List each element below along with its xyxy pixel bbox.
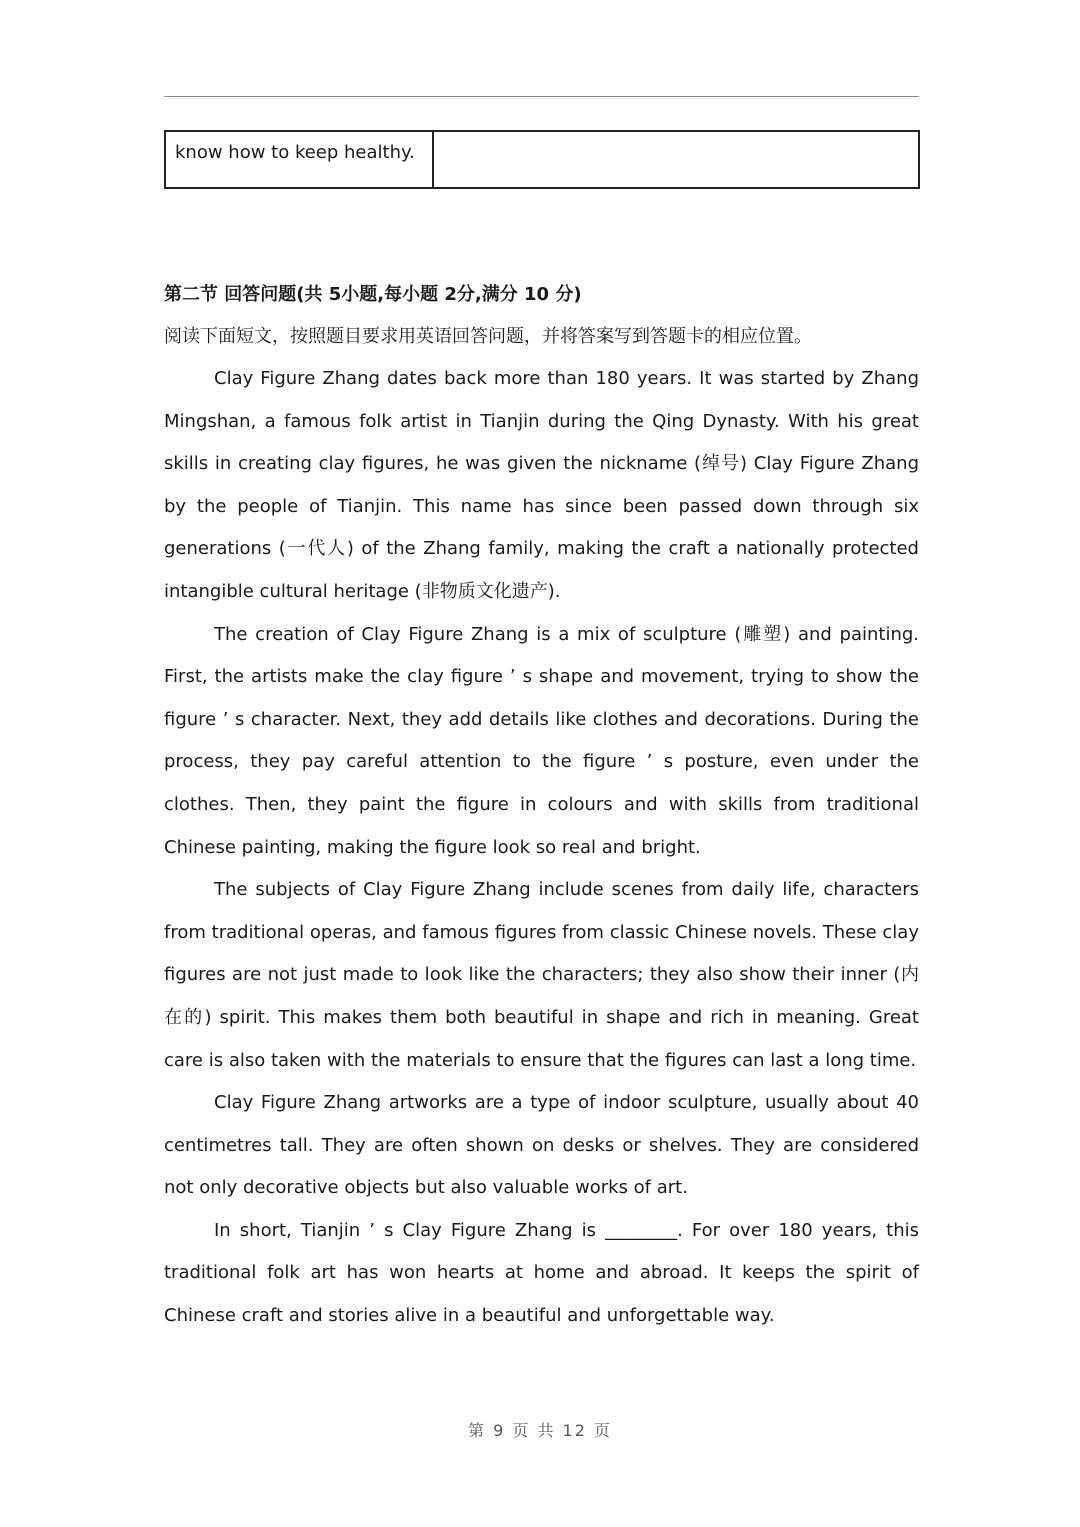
- reading-passage: [164, 358, 919, 1338]
- table-row: [165, 131, 919, 188]
- answer-table: [164, 130, 920, 189]
- section-heading: 第二节 回答问题(共 5小题,每小题 2分,满分 10 分): [164, 284, 582, 305]
- passage-paragraph: In short, Tianjin ’ s Clay Figure Zhang is ________. For over 180 years, this traditional folk art has won hearts at home and abroad. It keeps the spirit of Chinese craft and stories alive in a beautiful and unforgettable way.: [164, 1219, 919, 1327]
- header-rule: [164, 96, 919, 97]
- section-instructions: 阅读下面短文，按照题目要求用英语回答问题，并将答案写到答题卡的相应位置。: [164, 326, 812, 347]
- page-number: 第 9 页 共 12 页: [468, 1421, 612, 1440]
- passage-paragraph: The creation of Clay Figure Zhang is a mix of sculpture (雕塑) and painting. First, the artists make the clay figure ’ s shape and movement, trying to show the figure ’ s character. Next, they add details like clothes and decorations. During the process, they pay careful attention to the figure ’ s posture, even under the clothes. Then, they paint the figure in colours and with skills from traditional Chinese painting, making the figure look so real and bright.: [164, 623, 919, 858]
- passage-paragraph: The subjects of Clay Figure Zhang include scenes from daily life, characters from traditional operas, and famous figures from classic Chinese novels. These clay figures are not just made to look like the characters; they also show their inner (内在的) spirit. This makes them both beautiful in shape and rich in meaning. Great care is also taken with the materials to ensure that the figures can last a long time.: [164, 879, 919, 1071]
- table-cell: know how to keep healthy.: [165, 131, 433, 188]
- table-cell-empty: [433, 131, 919, 188]
- passage-paragraph: Clay Figure Zhang dates back more than 180 years. It was started by Zhang Mingshan, a famous folk artist in Tianjin during the Qing Dynasty. With his great skills in creating clay figures, he was given the nickname (绰号) Clay Figure Zhang by the people of Tianjin. This name has since been passed down through six generations (一代人) of the Zhang family, making the craft a nationally protected intangible cultural heritage (非物质文化遗产).: [164, 368, 919, 602]
- passage-paragraph: Clay Figure Zhang artworks are a type of indoor sculpture, usually about 40 centimetres tall. They are often shown on desks or shelves. They are considered not only decorative objects but also valuable works of art.: [164, 1092, 919, 1199]
